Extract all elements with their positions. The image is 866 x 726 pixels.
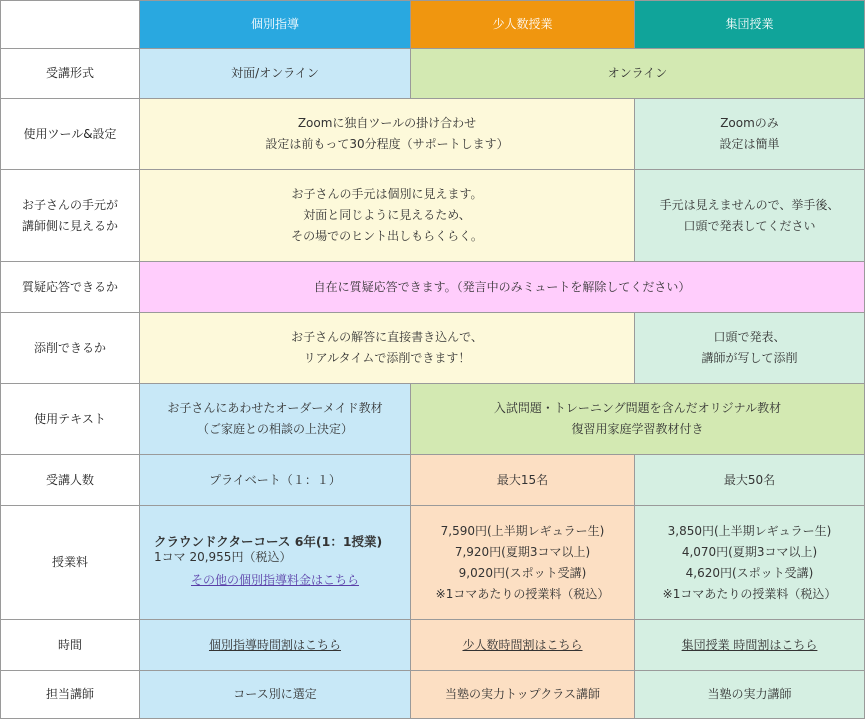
row-time [1,620,865,671]
time-kobetsu [140,620,411,671]
fee-line: 4,070円(夏期3コマ以上) [681,544,818,559]
row-label-hands [1,170,140,262]
tools-text-line: 設定は前もって30分程度（サポートします） [265,137,509,151]
row-questions [1,262,865,313]
text-group [411,384,865,455]
format-group: オンライン [411,49,865,99]
header-row [1,1,865,49]
hands-text-line: その場でのヒント出しもらくらく。 [291,229,483,243]
tools-text-line: Zoomのみ [720,116,779,130]
course-price: 1コマ 20,955円（税込） [154,550,292,564]
correction-text-line: リアルタイムで添削できます！ [303,351,471,365]
questions-all: 自在に質疑応答できます。（発言中のみミュートを解除してください） [140,262,865,313]
format-kobetsu: 対面/オンライン [140,49,411,99]
hands-text-line: お子さんの手元は個別に見えます。 [291,187,483,201]
hands-text-line: 対面と同じように見えるため、 [303,208,471,222]
fee-line: 4,620円(スポット受講) [685,565,814,580]
hands-shudan [635,170,865,262]
fee-kobetsu [140,506,411,620]
correction-text-line: 口頭で発表、 [713,330,786,344]
hands-kobetsu-shonin [140,170,635,262]
text-line: お子さんにあわせたオーダーメイド教材 [167,401,383,415]
hands-text-line: 手元は見えませんので、挙手後、 [659,197,840,212]
row-correction [1,313,865,384]
teacher-shudan: 当塾の実力講師 [635,671,865,719]
kobetsu-timetable-link[interactable]: 個別指導時間割はこちら [208,637,341,652]
students-kobetsu: プライベート（１：１） [140,455,411,506]
row-label-line: お子さんの手元が [21,197,118,212]
time-shonin [411,620,635,671]
header-shonin: 少人数授業 [411,1,635,49]
text-line: 復習用家庭学習教材付き [571,422,704,436]
fee-shudan [635,506,865,620]
corner-cell [1,1,140,49]
fee-line: 9,020円(スポット受講) [458,565,587,580]
row-label-text: 使用テキスト [1,384,140,455]
fee-line: ※1コマあたりの授業料（税込） [662,586,837,601]
row-teacher [1,671,865,719]
row-label-students: 受講人数 [1,455,140,506]
shudan-timetable-link[interactable]: 集団授業 時間割はこちら [681,637,818,652]
text-line: 入試問題・トレーニング問題を含んだオリジナル教材 [493,401,782,415]
row-label-line: 講師側に見えるか [21,218,118,233]
header-shudan: 集団授業 [635,1,865,49]
tools-kobetsu-shonin [140,99,635,170]
fee-shonin [411,506,635,620]
row-label-format: 受講形式 [1,49,140,99]
correction-text-line: お子さんの解答に直接書き込んで、 [291,330,483,344]
text-line: （ご家庭との相談の上決定） [196,422,353,436]
correction-text-line: 講師が写して添削 [701,351,798,365]
fee-line: ※1コマあたりの授業料（税込） [435,586,610,601]
students-shudan: 最大50名 [635,455,865,506]
row-label-time: 時間 [1,620,140,671]
kobetsu-fee-link[interactable]: その他の個別指導料金はこちら [190,573,359,587]
hands-text-line: 口頭で発表してください [683,218,816,233]
correction-kobetsu-shonin [140,313,635,384]
row-label-teacher: 担当講師 [1,671,140,719]
text-kobetsu [140,384,411,455]
row-students [1,455,865,506]
correction-shudan [635,313,865,384]
time-shudan [635,620,865,671]
row-label-fee: 授業料 [1,506,140,620]
header-kobetsu: 個別指導 [140,1,411,49]
row-label-correction: 添削できるか [1,313,140,384]
fee-line: 3,850円(上半期レギュラー生) [667,523,832,538]
tools-text-line: 設定は簡単 [719,137,780,151]
course-title: クラウンドクターコース 6年(1：1授業) [154,534,383,549]
teacher-kobetsu: コース別に選定 [140,671,411,719]
row-hands [1,170,865,262]
fee-line: 7,590円(上半期レギュラー生) [440,523,605,538]
tools-text-line: Zoomに独自ツールの掛け合わせ [297,116,477,130]
students-shonin: 最大15名 [411,455,635,506]
shonin-timetable-link[interactable]: 少人数時間割はこちら [462,637,583,652]
row-fee [1,506,865,620]
teacher-shonin: 当塾の実力トップクラス講師 [411,671,635,719]
row-tools [1,99,865,170]
row-label-tools: 使用ツール&設定 [1,99,140,170]
row-format [1,49,865,99]
fee-line: 7,920円(夏期3コマ以上) [454,544,591,559]
row-label-questions: 質疑応答できるか [1,262,140,313]
row-text [1,384,865,455]
tools-shudan [635,99,865,170]
